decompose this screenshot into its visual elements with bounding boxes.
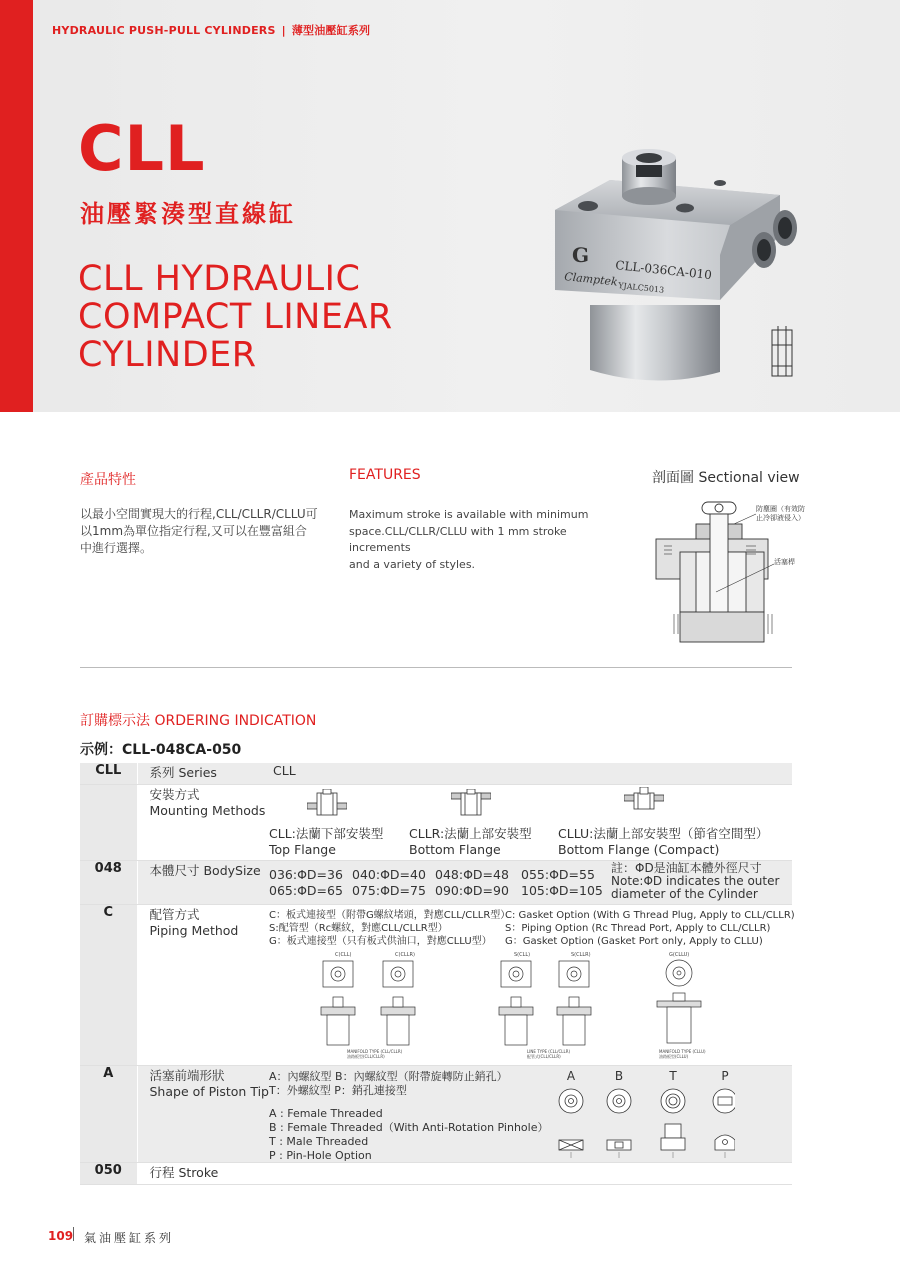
tip-name-cn: 活塞前端形狀 xyxy=(149,1067,225,1083)
tip-en-list xyxy=(269,1107,548,1163)
piping-en-line: G：Gasket Option (Gasket Port only, Apply to CLLU) xyxy=(505,935,763,947)
value-cell: CLL xyxy=(269,763,792,784)
table-row-series xyxy=(80,763,792,784)
code-cell: C xyxy=(80,904,137,1065)
mounting-name-cn: 安裝方式 xyxy=(149,786,200,802)
features-label-cn: 產品特性 xyxy=(80,472,136,488)
page-number: 109 xyxy=(48,1229,74,1243)
product-label-brand: Clamptek xyxy=(563,270,619,289)
option-en: Top Flange xyxy=(269,841,336,857)
features-label-en: FEATURES xyxy=(349,467,421,483)
piping-en-line: C: Gasket Option (With G Thread Plug, Apply to CLL/CLLR) xyxy=(505,909,795,921)
features-en-line: space.CLL/CLLR/CLLU with 1 mm stroke increments xyxy=(349,524,567,554)
table-row-piston-tip xyxy=(80,1065,792,1162)
ordering-table xyxy=(80,763,795,1185)
ordering-title: 訂購標示法 ORDERING INDICATION xyxy=(80,713,317,729)
code-cell: 050 xyxy=(80,1162,137,1184)
bodysize-values xyxy=(269,867,603,899)
tip-en-line: A : Female Threaded xyxy=(269,1106,383,1120)
piston-tip-diagrams xyxy=(555,1068,735,1160)
piping-cn-line: S:配管型（Rc螺紋，對應CLL/CLLR型） xyxy=(269,922,448,934)
callout-dust-seal-line2: 止冷卻液侵入） xyxy=(756,514,805,522)
diagram-caption: 配管式(CLL/CLLR) xyxy=(527,1053,561,1059)
bodysize-value: 065:ΦD=65 xyxy=(269,882,343,898)
tip-letter: T xyxy=(669,1068,677,1083)
diagram-label: C(CLLR) xyxy=(395,951,415,958)
features-text-cn xyxy=(80,506,320,557)
callout-piston-rod: 活塞桿 xyxy=(774,558,795,566)
piping-diagrams xyxy=(309,951,709,1063)
mount-option-bottom xyxy=(409,826,532,858)
features-cn-line: 中進行選擇。 xyxy=(80,541,153,555)
ordering-example: 示例：CLL-048CA-050 xyxy=(80,742,242,758)
tip-en-line: P : Pin-Hole Option xyxy=(269,1148,372,1162)
features-en-line: and a variety of styles. xyxy=(349,557,476,571)
note-line: diameter of the Cylinder xyxy=(611,886,758,901)
title-en-line: COMPACT LINEAR xyxy=(78,297,393,337)
note-line: 註：ΦD是油缸本體外徑尺寸 xyxy=(611,860,762,875)
product-label-serial: YJALC5013 xyxy=(617,281,665,295)
model-title: CLL xyxy=(78,112,206,185)
diagram-caption: 油路板型(CLLU) xyxy=(659,1053,689,1059)
bodysize-value: 040:ΦD=40 xyxy=(352,866,426,882)
accent-bar xyxy=(0,0,33,412)
diagram-caption: 油路板型(CLL/CLLR) xyxy=(347,1053,385,1059)
tip-name-en: Shape of Piston Tip xyxy=(149,1083,269,1099)
name-cell xyxy=(137,904,269,1065)
product-image xyxy=(550,140,800,390)
bodysize-value: 105:ΦD=105 xyxy=(521,882,603,898)
value-cell xyxy=(269,904,795,1065)
flange-bottom-icon xyxy=(451,789,491,821)
footer-separator xyxy=(73,1227,74,1241)
tip-cn-line: A：內螺紋型 B：內螺紋型（附帶旋轉防止銷孔） xyxy=(269,1069,508,1083)
value-cell xyxy=(269,860,792,904)
sectional-view-title: 剖面圖 Sectional view xyxy=(652,470,800,486)
option-en: Bottom Flange (Compact) xyxy=(558,841,720,857)
piping-cn-list xyxy=(269,909,510,948)
piping-en-list xyxy=(505,909,795,948)
series-cn: 薄型油壓缸系列 xyxy=(291,24,371,37)
tip-en-line: B : Female Threaded（With Anti-Rotation Pinhole） xyxy=(269,1120,549,1134)
title-cn: 油壓緊湊型直線缸 xyxy=(80,200,296,228)
tip-letter: B xyxy=(614,1068,624,1083)
note-line: Note:ΦD indicates the outer xyxy=(611,873,780,888)
name-cell: 行程 Stroke xyxy=(137,1162,269,1184)
callout-dust-seal: 防塵圈（有效防 xyxy=(756,505,805,513)
footer-series: 氣油壓缸系列 xyxy=(84,1231,175,1245)
value-cell xyxy=(269,1065,792,1162)
mounting-name-en: Mounting Methods xyxy=(149,802,266,818)
bodysize-value: 075:ΦD=75 xyxy=(352,882,426,898)
option-cn: CLLR:法蘭上部安裝型 xyxy=(409,825,532,841)
tip-en-line: T : Male Threaded xyxy=(269,1134,369,1148)
title-en-line: CYLINDER xyxy=(78,335,257,375)
tip-cn-line: T：外螺紋型 P：銷孔連接型 xyxy=(269,1083,407,1097)
tip-cn-list xyxy=(269,1070,508,1098)
svg-text:G: G xyxy=(572,243,590,267)
features-text-en xyxy=(349,507,629,573)
series-en: HYDRAULIC PUSH-PULL CYLINDERS xyxy=(52,24,276,37)
bodysize-value: 090:ΦD=90 xyxy=(435,882,509,898)
bodysize-note xyxy=(611,862,779,901)
name-cell xyxy=(137,1065,269,1162)
bodysize-value: 036:ΦD=36 xyxy=(269,866,343,882)
bodysize-value: 048:ΦD=48 xyxy=(435,866,509,882)
product-label-model: CLL-036CA-010 xyxy=(614,258,713,283)
name-cell: 系列 Series xyxy=(137,763,269,784)
header-separator: | xyxy=(281,24,286,37)
value-cell xyxy=(269,1162,792,1184)
piping-cn-line: C：板式連接型（附帶G螺紋堵頭，對應CLL/CLLR型） xyxy=(269,909,511,921)
diagram-caption: MANIFOLD TYPE (CLL/CLLR) xyxy=(347,1048,403,1054)
title-en-line: CLL HYDRAULIC xyxy=(78,259,361,299)
diagram-label: C(CLL) xyxy=(335,951,352,958)
mount-option-top xyxy=(269,826,383,858)
value-cell xyxy=(269,784,792,860)
piping-name-cn: 配管方式 xyxy=(149,906,200,922)
option-en: Bottom Flange xyxy=(409,841,501,857)
diagram-caption: MANIFOLD TYPE (CLLU) xyxy=(659,1048,706,1054)
code-cell: 048 xyxy=(80,860,137,904)
section-divider xyxy=(80,667,792,668)
series-header xyxy=(52,22,370,38)
mount-option-compact xyxy=(558,826,768,858)
code-cell: CLL xyxy=(80,763,137,784)
bodysize-value: 055:ΦD=55 xyxy=(521,866,595,882)
code-cell: A xyxy=(80,1065,137,1162)
tip-letter: P xyxy=(721,1068,729,1083)
features-cn-line: 以最小空間實現大的行程,CLL/CLLR/CLLU可 xyxy=(80,507,318,521)
title-en xyxy=(78,260,393,374)
features-cn-line: 以1mm為單位指定行程,又可以在豐富組合 xyxy=(80,524,307,538)
sectional-view-diagram xyxy=(652,494,812,646)
diagram-label: S(CLL) xyxy=(514,951,531,958)
table-row-stroke xyxy=(80,1162,792,1184)
piping-cn-line: G：板式連接型（只有板式供油口，對應CLLU型） xyxy=(269,935,492,947)
piping-name-en: Piping Method xyxy=(149,922,239,938)
option-cn: CLL:法蘭下部安裝型 xyxy=(269,825,384,841)
diagram-label: G(CLLU) xyxy=(669,951,690,958)
piping-en-line: S：Piping Option (Rc Thread Port, Apply to CLL/CLLR) xyxy=(505,922,771,934)
diagram-label: S(CLLR) xyxy=(571,951,591,958)
name-cell: 本體尺寸 BodySize xyxy=(137,860,269,904)
diagram-caption: LINE TYPE (CLL/CLLR) xyxy=(527,1048,571,1054)
option-cn: CLLU:法蘭上部安裝型（節省空間型） xyxy=(558,825,769,841)
table-row-mounting xyxy=(80,784,792,860)
features-en-line: Maximum stroke is available with minimum xyxy=(349,508,589,521)
table-row-bodysize xyxy=(80,860,792,904)
tip-letter: A xyxy=(566,1068,576,1083)
name-cell xyxy=(137,784,269,860)
flange-top-icon xyxy=(307,789,347,821)
flange-compact-icon xyxy=(624,787,664,821)
code-cell xyxy=(80,784,137,860)
table-row-piping xyxy=(80,904,792,1065)
